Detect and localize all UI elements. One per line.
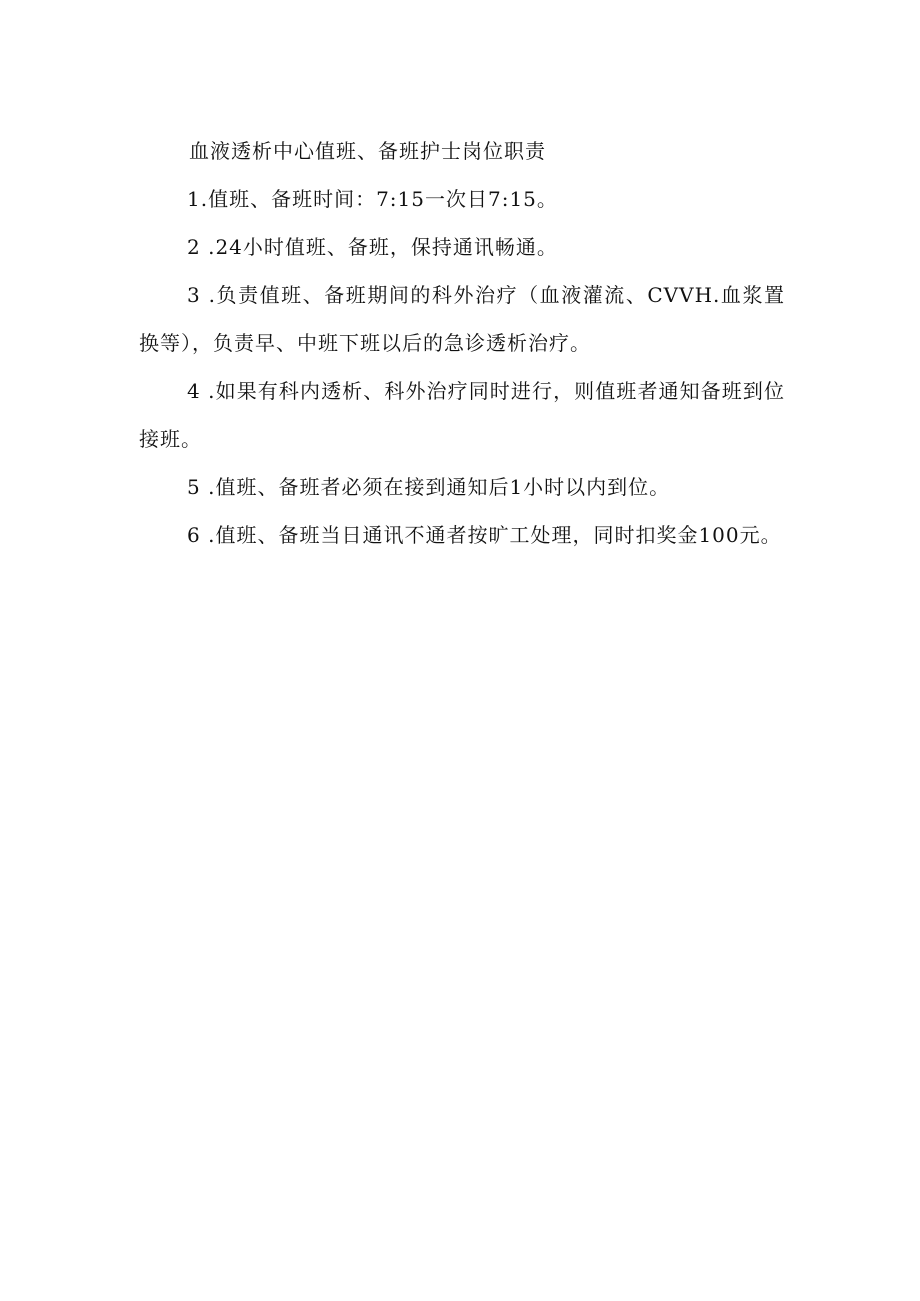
duty-item-4: 4 .如果有科内透析、科外治疗同时进行，则值班者通知备班到位接班。 xyxy=(139,379,785,451)
duty-item-3: 3 .负责值班、备班期间的科外治疗（血液灌流、CVVH.血浆置换等），负责早、中班下班以后的急诊透析治疗。 xyxy=(139,283,785,355)
duty-item-1: 1.值班、备班时间：7:15一次日7:15。 xyxy=(187,187,558,211)
duty-item-5: 5 .值班、备班者必须在接到通知后1小时以内到位。 xyxy=(187,475,671,499)
document-title: 血液透析中心值班、备班护士岗位职责 xyxy=(189,139,546,163)
duty-item-2: 2 .24小时值班、备班，保持通讯畅通。 xyxy=(187,235,558,259)
duty-item-6: 6 .值班、备班当日通讯不通者按旷工处理，同时扣奖金100元。 xyxy=(187,523,782,547)
document-body xyxy=(139,127,785,559)
